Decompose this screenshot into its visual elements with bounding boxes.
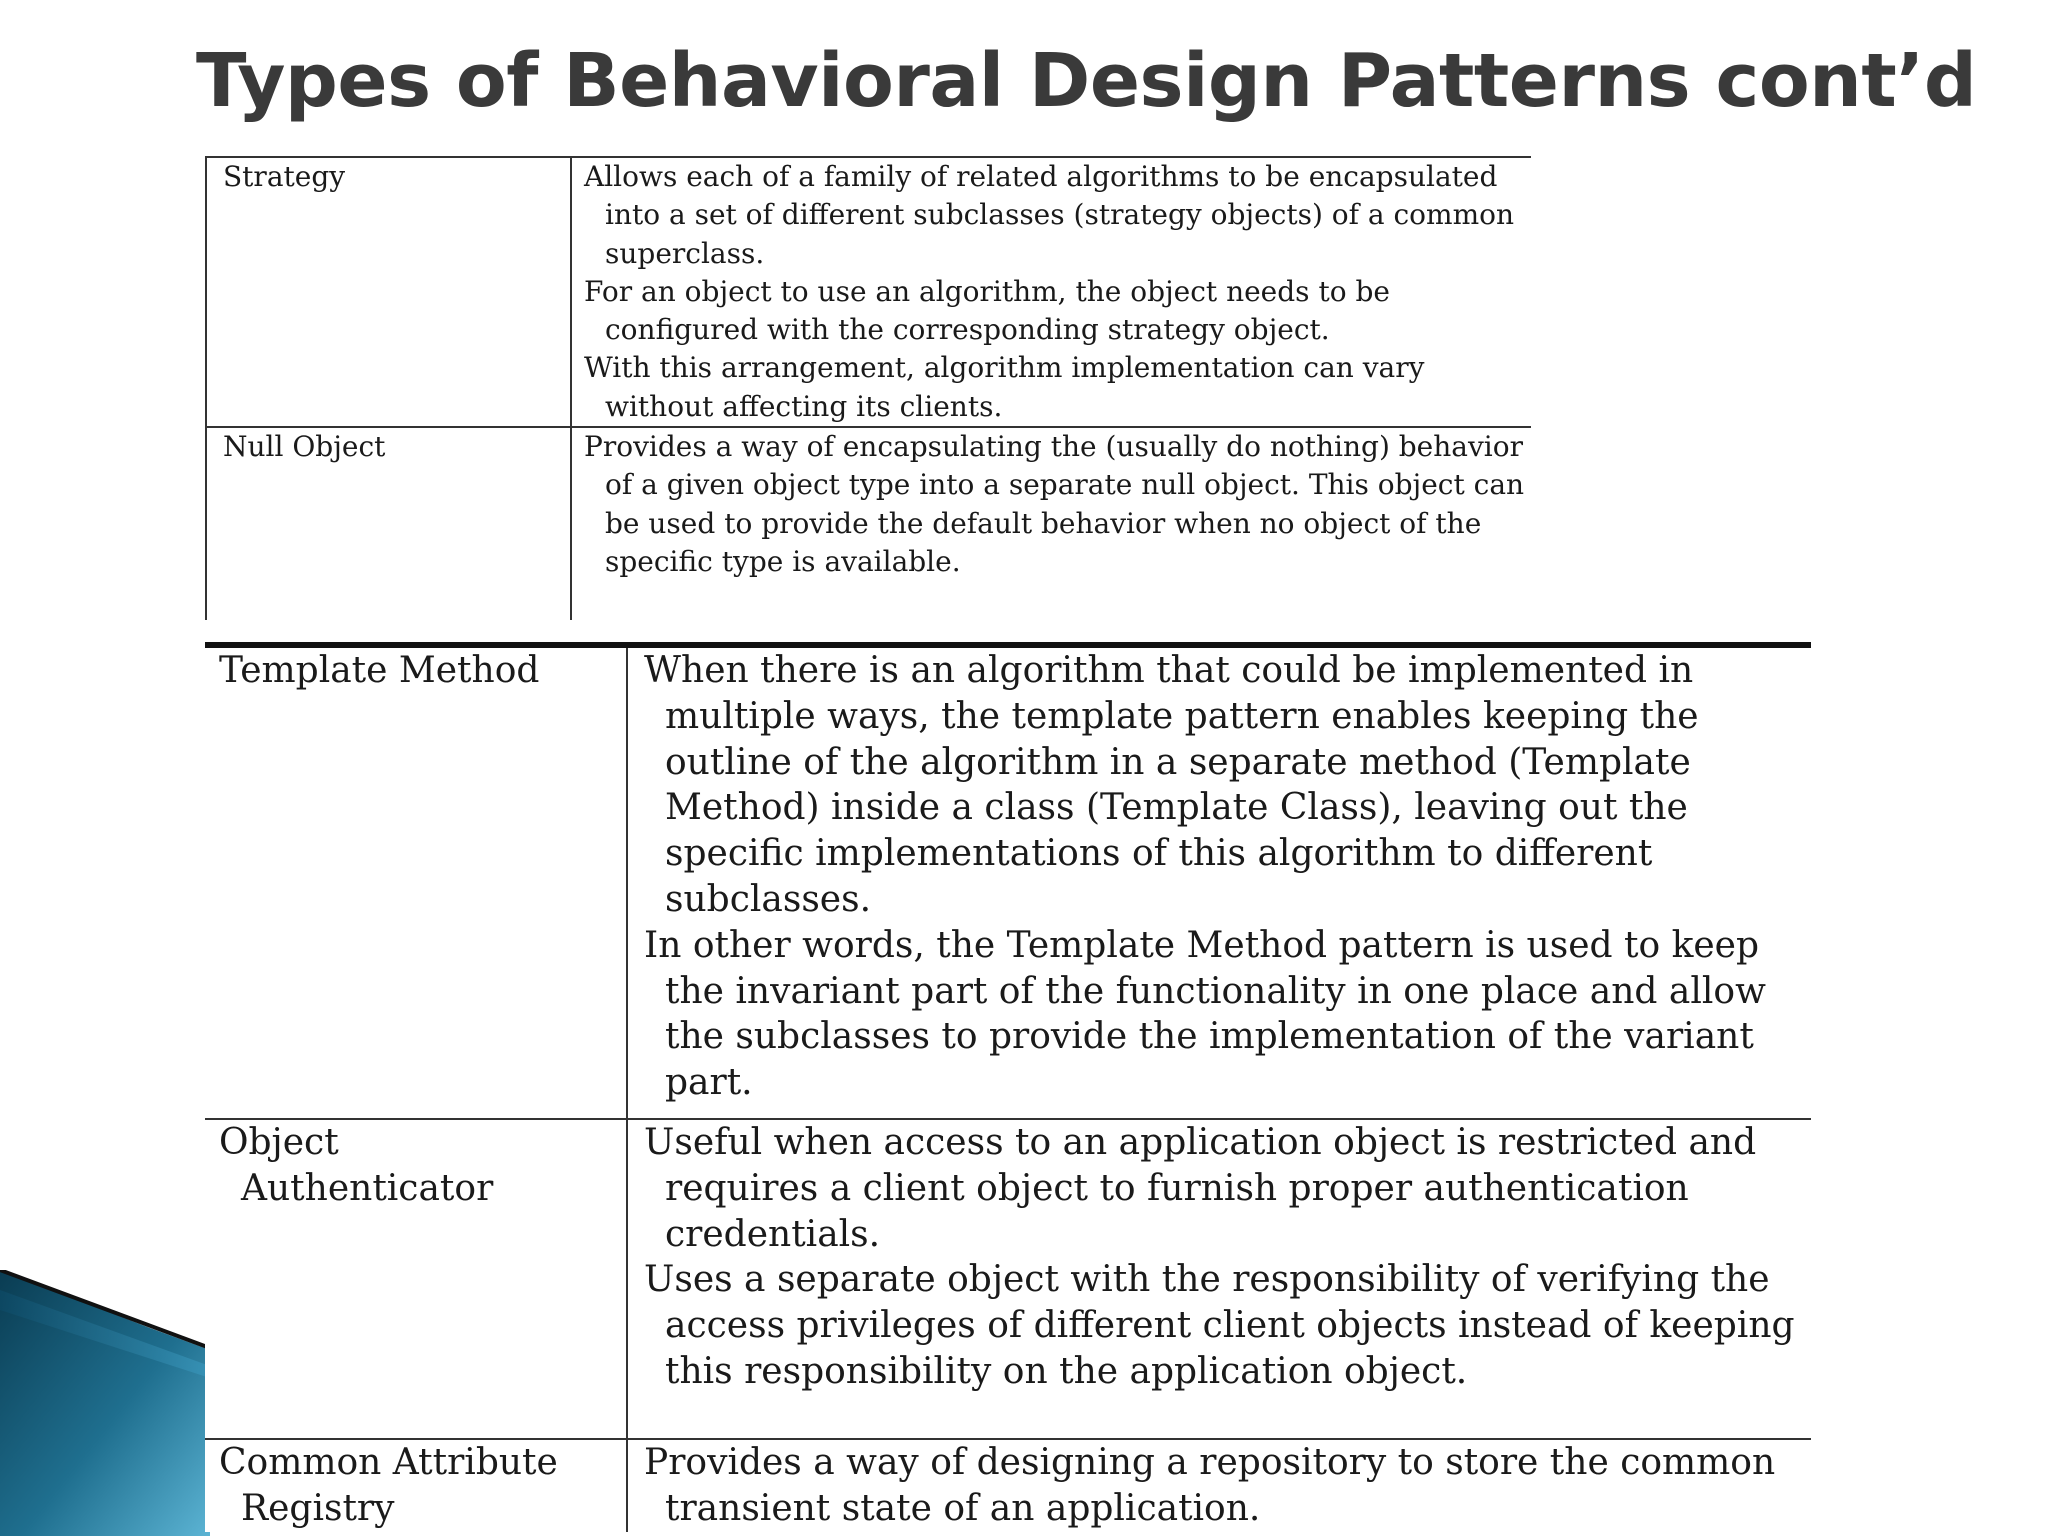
pattern-description-strategy xyxy=(571,157,1531,427)
description-paragraph: When there is an algorithm that could be implemented in multiple ways, the template pattern enables keeping the outline of the algorithm in a separate method (Template Method) inside a class (Template Class), leaving out the specific implementations of this algorithm to different subclasses. xyxy=(644,650,1699,920)
pattern-table-top xyxy=(205,156,1531,620)
description-paragraph: Provides a way of encapsulating the (usually do nothing) behavior of a given object type into a separate null object. This object can be used to provide the default behavior when no object of the specific type is available. xyxy=(584,430,1525,578)
pattern-description-common-attribute-registry xyxy=(627,1439,1811,1532)
pattern-name-line: Authenticator xyxy=(241,1167,494,1209)
description-paragraph: For an object to use an algorithm, the object needs to be configured with the corresponding strategy object. xyxy=(584,274,1390,347)
description-paragraph: Uses a separate object with the responsibility of verifying the access privileges of different client objects instead of keeping this responsibility on the application object. xyxy=(644,1259,1795,1392)
pattern-description-null-object xyxy=(571,427,1531,620)
pattern-name-line: Registry xyxy=(241,1487,395,1529)
table-row xyxy=(205,1439,1811,1532)
corner-decoration xyxy=(0,1270,210,1536)
table-row xyxy=(206,427,1531,620)
pattern-name-strategy: Strategy xyxy=(206,157,571,427)
table-row xyxy=(205,645,1811,1119)
pattern-name-template-method: Template Method xyxy=(205,645,627,1119)
slide-title: Types of Behavioral Design Patterns cont’d xyxy=(196,38,1977,124)
description-paragraph: Useful when access to an application object is restricted and requires a client object to furnish proper authentication credentials. xyxy=(644,1122,1757,1255)
table-row xyxy=(205,1119,1811,1439)
pattern-name-null-object: Null Object xyxy=(206,427,571,620)
table-row xyxy=(206,157,1531,427)
pattern-name-object-authenticator xyxy=(205,1119,627,1439)
pattern-description-object-authenticator xyxy=(627,1119,1811,1439)
description-paragraph: With this arrangement, algorithm implementation can vary without affecting its clients. xyxy=(584,351,1425,423)
pattern-name-line: Object xyxy=(219,1122,339,1163)
description-paragraph: In other words, the Template Method pattern is used to keep the invariant part of the functionality in one place and allow the subclasses to provide the implementation of the variant part. xyxy=(644,924,1766,1104)
description-paragraph: Allows each of a family of related algorithms to be encapsulated into a set of different subclasses (strategy objects) of a common superclass. xyxy=(584,160,1515,270)
pattern-name-common-attribute-registry xyxy=(205,1439,627,1532)
description-paragraph: Provides a way of designing a repository to store the common transient state of an application. xyxy=(644,1442,1776,1529)
pattern-table-bottom xyxy=(205,642,1811,1532)
pattern-name-line: Common Attribute xyxy=(219,1442,558,1483)
pattern-description-template-method xyxy=(627,645,1811,1119)
